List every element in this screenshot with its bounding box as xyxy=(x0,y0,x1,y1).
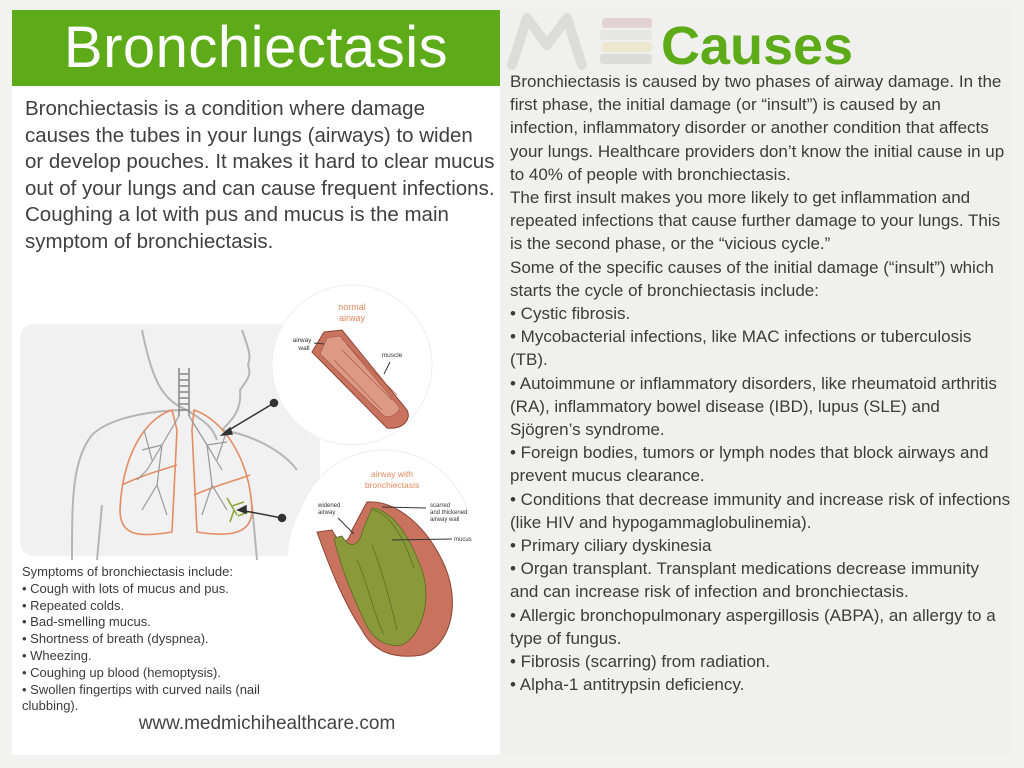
bronch-title-1: airway with xyxy=(370,469,414,479)
cause-item: • Conditions that decrease immunity and increase risk of infections (like HIV and hypogammaglobulinemia). xyxy=(510,489,1011,532)
bronch-title-2: bronchiectasis xyxy=(364,480,420,490)
cause-item: • Alpha-1 antitrypsin deficiency. xyxy=(510,675,745,695)
label-airway-wall-1: airway xyxy=(292,337,312,344)
normal-airway-title-1: normal xyxy=(338,302,366,312)
bronchiectasis-illustration xyxy=(272,450,496,660)
left-panel xyxy=(12,10,500,755)
intro-text: Bronchiectasis is a condition where damage causes the tubes in your lungs (airways) to widen or develop pouches. It makes it hard to clear mucus out of your lungs and can cause frequent infections. Coughing a lot with pus and mucus is the main symptom of bronchiectasis. xyxy=(25,97,495,253)
symptom-item: • Cough with lots of mucus and pus. xyxy=(22,580,229,596)
label-widened-1: widened xyxy=(318,503,341,509)
label-airway-wall-2: wall xyxy=(298,345,310,352)
cause-item: • Cystic fibrosis. xyxy=(510,304,631,324)
symptoms-list xyxy=(22,564,282,715)
causes-body xyxy=(510,70,1012,696)
cause-item: • Organ transplant. Transplant medications decrease immunity and can increase risk of infection and bronchiectasis. xyxy=(510,559,979,602)
label-mucus: mucus xyxy=(454,537,472,543)
cause-item: • Mycobacterial infections, like MAC infections or tuberculosis (TB). xyxy=(510,327,972,370)
symptoms-heading: Symptoms of bronchiectasis include: xyxy=(22,564,233,579)
right-panel xyxy=(502,10,1012,755)
cause-item: • Fibrosis (scarring) from radiation. xyxy=(510,652,771,672)
symptom-item: • Bad-smelling mucus. xyxy=(22,614,151,630)
cause-item: • Primary ciliary dyskinesia xyxy=(510,536,712,556)
causes-paragraph: Bronchiectasis is caused by two phases of airway damage. In the first phase, the initial damage (or “insult”) is caused by an infection, inflammatory disorder or another condition that affects your lungs. Healthcare providers don’t know the initial cause in up to 40% of people with bronchiectasis. xyxy=(510,72,1005,184)
title-banner xyxy=(12,10,500,86)
normal-airway-inset xyxy=(272,285,432,445)
symptom-item: • Repeated colds. xyxy=(22,597,125,613)
cause-item: • Foreign bodies, tumors or lymph nodes that block airways and prevent mucus clearance. xyxy=(510,443,989,486)
cause-item: • Autoimmune or inflammatory disorders, like rheumatoid arthritis (RA), inflammatory bowel disease (IBD), lupus (SLE) and Sjögren’s syndrome. xyxy=(510,373,997,440)
causes-title: Causes xyxy=(660,16,854,76)
cause-item: • Allergic bronchopulmonary aspergillosis (ABPA), an allergy to a type of fungus. xyxy=(510,605,996,648)
normal-airway-title-2: airway xyxy=(338,313,366,323)
symptom-item: • Swollen fingertips with curved nails (nail clubbing). xyxy=(22,681,260,714)
body-outline-icon xyxy=(72,330,297,560)
website-link[interactable]: www.medmichihealthcare.com xyxy=(138,713,396,734)
label-scarred-1: scarred xyxy=(430,503,451,509)
page-title: Bronchiectasis xyxy=(63,15,449,80)
label-scarred-2: and thickened xyxy=(430,510,468,516)
causes-paragraph: Some of the specific causes of the initial damage (“insult”) which starts the cycle of bronchiectasis include: xyxy=(510,257,994,300)
label-widened-2: airway xyxy=(318,510,336,516)
label-muscle: muscle xyxy=(381,352,403,359)
symptom-item: • Wheezing. xyxy=(22,647,92,663)
symptom-item: • Shortness of breath (dyspnea). xyxy=(22,631,209,647)
symptom-item: • Coughing up blood (hemoptysis). xyxy=(22,664,221,680)
causes-paragraph: The first insult makes you more likely to get inflammation and repeated infections that cause further damage to your lungs. This is the second phase, or the “vicious cycle.” xyxy=(510,188,1001,254)
label-scarred-3: airway wall xyxy=(430,517,460,523)
